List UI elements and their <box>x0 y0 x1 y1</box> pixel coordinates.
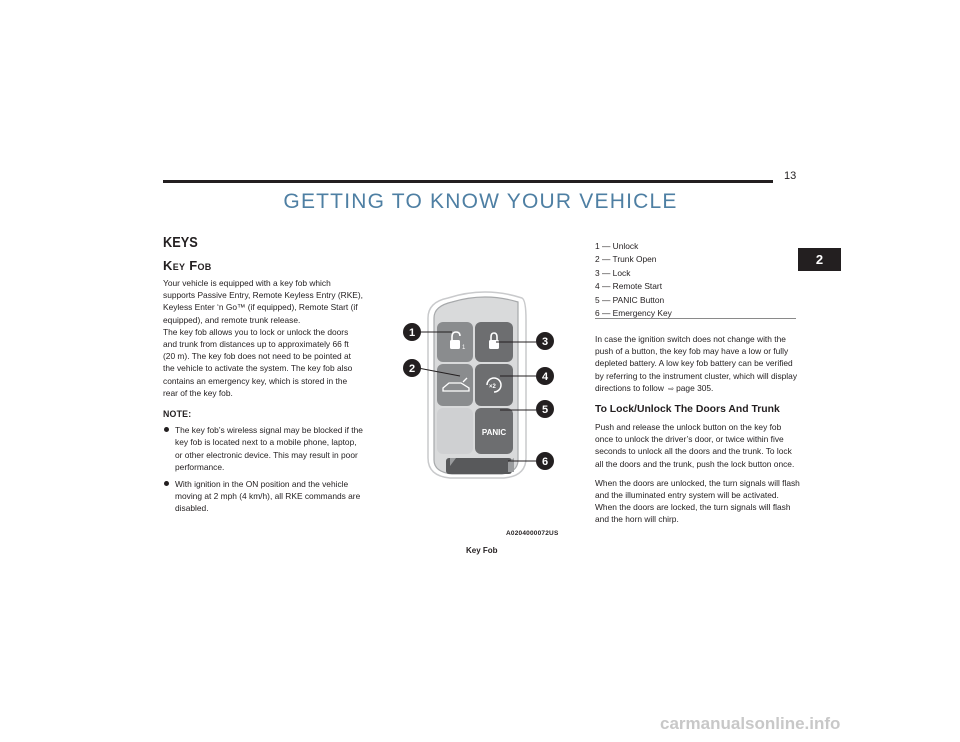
signal-description: When the doors are unlocked, the turn signals will flash and the illuminated entry system will be activated. When the doors are locked, the turn signals will flash and the horn will chirp. <box>595 477 800 525</box>
figure-legend <box>595 240 795 320</box>
bullet-icon <box>164 481 169 486</box>
callout-2 <box>403 359 421 377</box>
note-text: The key fob’s wireless signal may be blocked if the key fob is located next to a mobile phone, laptop, or other electronic device. This may result in poor performance. <box>175 425 363 472</box>
watermark: carmanualsonline.info <box>660 714 841 733</box>
note-label: NOTE: <box>163 409 192 420</box>
right-column <box>595 333 800 533</box>
list-item <box>163 424 363 473</box>
remote-start-label: ×2 <box>489 384 496 390</box>
chapter-tab[interactable]: 2 <box>798 248 841 271</box>
panic-label: PANIC <box>481 428 507 437</box>
unlock-instructions: Push and release the unlock button on the key fob once to unlock the driver’s door, or twice within five seconds to unlock all the doors and the trunk. To lock all the doors and the trunk, push the lock button once. <box>595 422 795 469</box>
battery-text: In case the ignition switch does not change with the push of a button, the key fob may have a low or fully depleted battery. A low key fob battery can be verified by referring to the instrument cluster, which will display directions to follow <box>595 334 798 393</box>
callout-6-label: 6 <box>541 456 549 468</box>
callout-5-label: 5 <box>541 404 549 416</box>
figure-id: A0204000072US <box>506 530 559 537</box>
page-number: 13 <box>784 170 797 182</box>
emergency-key-shape <box>446 458 512 474</box>
legend-rule <box>595 318 796 319</box>
svg-text:1: 1 <box>462 345 466 351</box>
bullet-icon <box>164 427 169 432</box>
range-paragraph: The key fob allows you to lock or unlock the doors and trunk from distances up to approximately 66 ft (20 m). The key fob does not need to be pointed at the vehicle to activate the system. The key fob also contains an emergency key, which is stored in the rear of the key fob. <box>163 326 353 398</box>
page-reference-arrow-icon: ⇨ <box>668 385 675 393</box>
legend-item-lock: 3 — Lock <box>595 267 631 278</box>
left-column <box>163 277 363 520</box>
callout-1-label: 1 <box>408 327 416 339</box>
intro-paragraph: Your vehicle is equipped with a key fob which supports Passive Entry, Remote Keyless Entry (RKE), Keyless Enter ‘n Go™ (if equipped), Remote Start (if equipped), and remote trunk release. <box>163 278 363 325</box>
legend-item-trunk-open: 2 — Trunk Open <box>595 254 657 265</box>
callout-4 <box>536 367 554 385</box>
header-rule <box>163 180 773 183</box>
key-fob-drawing <box>390 290 580 490</box>
list-item <box>163 478 363 515</box>
callout-4-label: 4 <box>541 371 549 383</box>
legend-item-panic: 5 — PANIC Button <box>595 294 665 305</box>
figure-caption: Key Fob <box>466 546 498 555</box>
callout-3 <box>536 332 554 350</box>
callout-5 <box>536 400 554 418</box>
battery-paragraph <box>595 333 800 396</box>
lock-unlock-heading: To Lock/Unlock The Doors And Trunk <box>595 404 780 416</box>
callout-1 <box>403 323 421 341</box>
section-heading: KEYS <box>163 234 198 251</box>
legend-item-remote-start: 4 — Remote Start <box>595 281 663 292</box>
callout-2-label: 2 <box>408 363 416 375</box>
subsection-heading: Key Fob <box>163 258 212 273</box>
legend-item-unlock: 1 — Unlock <box>595 241 639 251</box>
chapter-title: GETTING TO KNOW YOUR VEHICLE <box>283 190 678 213</box>
callout-3-label: 3 <box>541 336 549 348</box>
trunk-button-shape <box>437 364 473 406</box>
key-fob-illustration <box>390 290 580 490</box>
note-list <box>163 424 363 514</box>
legend-item-emergency-key: 6 — Emergency Key <box>595 307 672 318</box>
page-reference-link[interactable]: page 305. <box>676 382 714 393</box>
blank-panel-shape <box>437 408 473 454</box>
callout-6 <box>536 452 554 470</box>
note-text: With ignition in the ON position and the vehicle moving at 2 mph (4 km/h), all RKE commands are disabled. <box>175 479 361 514</box>
